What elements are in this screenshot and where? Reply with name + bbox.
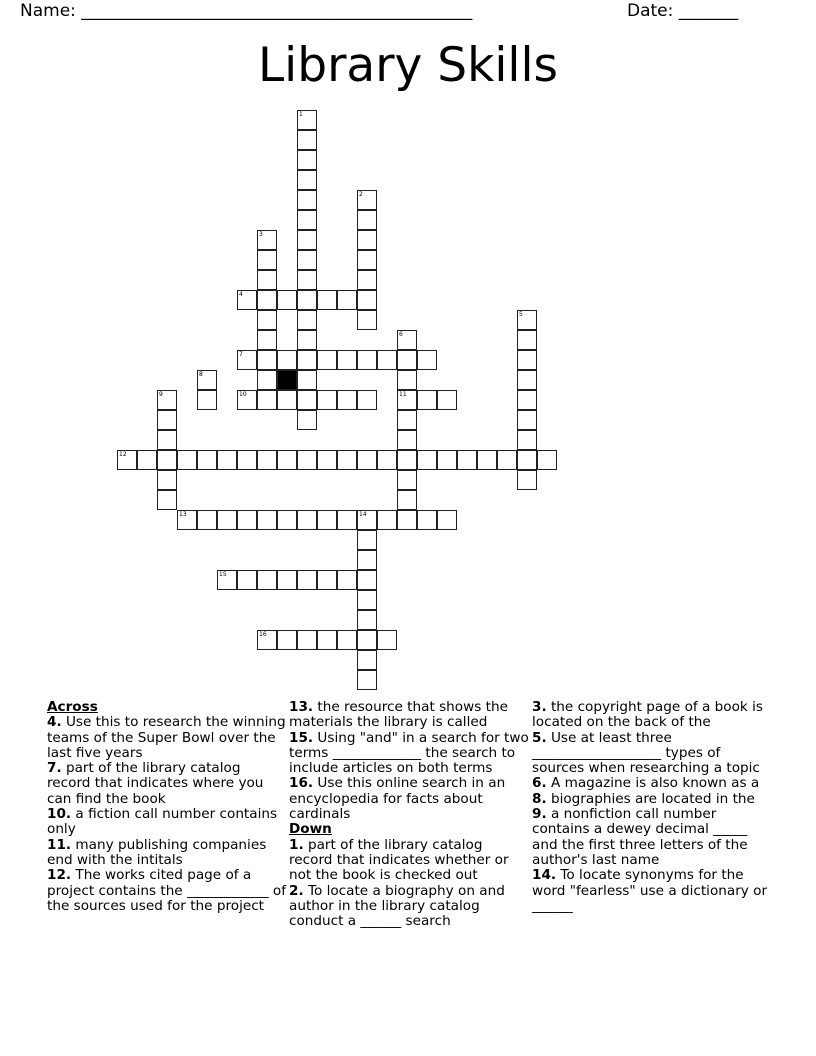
grid-cell[interactable] — [297, 190, 317, 210]
grid-cell[interactable] — [317, 290, 337, 310]
clue-across-13 — [289, 700, 529, 731]
grid-cell[interactable] — [277, 350, 297, 370]
cell-number: 7 — [239, 351, 243, 358]
grid-cell[interactable] — [417, 510, 437, 530]
grid-cell[interactable] — [157, 430, 177, 450]
grid-cell[interactable] — [317, 350, 337, 370]
grid-cell[interactable] — [337, 350, 357, 370]
grid-cell[interactable] — [397, 470, 417, 490]
clues-column-3 — [532, 700, 772, 914]
cell-number: 5 — [519, 311, 523, 318]
grid-cell[interactable] — [297, 110, 317, 130]
grid-cell[interactable] — [377, 450, 397, 470]
clue-down-8 — [532, 792, 772, 807]
grid-cell[interactable] — [317, 450, 337, 470]
grid-cell[interactable] — [357, 570, 377, 590]
cell-number: 13 — [179, 511, 187, 518]
grid-cell[interactable] — [357, 590, 377, 610]
clue-text: the copyright page of a book is located on the back of the — [532, 699, 763, 731]
clue-across-15 — [289, 731, 529, 777]
grid-cell[interactable] — [437, 510, 457, 530]
grid-cell[interactable] — [157, 490, 177, 510]
grid-cell[interactable] — [397, 450, 417, 470]
clue-text: the resource that shows the materials the library is called — [289, 699, 508, 731]
cell-number: 15 — [219, 571, 227, 578]
grid-cell[interactable] — [177, 450, 197, 470]
clue-text: Using "and" in a search for two terms _____________ the search to include articles on both terms — [289, 729, 529, 777]
grid-cell[interactable] — [357, 670, 377, 690]
clue-down-6 — [532, 776, 772, 791]
grid-cell[interactable] — [157, 390, 177, 410]
grid-cell[interactable] — [257, 310, 277, 330]
page-title: Library Skills — [258, 38, 558, 93]
grid-cell[interactable] — [357, 610, 377, 630]
clue-text: a nonfiction call number contains a dewey decimal _____ and the first three letters of the author's last name — [532, 806, 748, 868]
clue-text: Use this to research the winning teams of the Super Bowl over the last five years — [47, 714, 286, 761]
clue-text: many publishing companies end with the intitals — [47, 836, 267, 868]
grid-cell[interactable] — [357, 530, 377, 550]
grid-cell[interactable] — [357, 510, 377, 530]
clue-number: 3. — [532, 699, 547, 715]
grid-cell[interactable] — [397, 330, 417, 350]
grid-cell[interactable] — [237, 450, 257, 470]
grid-cell[interactable] — [237, 570, 257, 590]
grid-cell[interactable] — [457, 450, 477, 470]
grid-cell[interactable] — [337, 450, 357, 470]
grid-cell[interactable] — [157, 410, 177, 430]
grid-cell[interactable] — [357, 650, 377, 670]
grid-cell[interactable] — [357, 550, 377, 570]
grid-cell[interactable] — [237, 350, 257, 370]
clue-number: 10. — [47, 806, 72, 823]
grid-cell[interactable] — [397, 510, 417, 530]
grid-cell[interactable] — [537, 450, 557, 470]
grid-cell[interactable] — [337, 390, 357, 410]
grid-cell[interactable] — [417, 450, 437, 470]
grid-cell[interactable] — [277, 510, 297, 530]
grid-cell[interactable] — [197, 370, 217, 390]
grid-cell[interactable] — [357, 310, 377, 330]
cell-number: 12 — [119, 451, 127, 458]
clue-number: 8. — [532, 790, 547, 807]
grid-cell[interactable] — [257, 270, 277, 290]
grid-cell[interactable] — [297, 270, 317, 290]
clue-text: a fiction call number contains only — [47, 806, 278, 838]
grid-cell[interactable] — [297, 150, 317, 170]
grid-cell[interactable] — [297, 170, 317, 190]
grid-cell[interactable] — [277, 290, 297, 310]
grid-cell[interactable] — [297, 410, 317, 430]
grid-cell[interactable] — [317, 570, 337, 590]
grid-cell[interactable] — [517, 390, 537, 410]
grid-cell[interactable] — [257, 570, 277, 590]
grid-cell[interactable] — [517, 410, 537, 430]
grid-cell[interactable] — [237, 290, 257, 310]
down-heading: Down — [289, 821, 332, 838]
grid-cell[interactable] — [317, 510, 337, 530]
grid-cell[interactable] — [197, 450, 217, 470]
grid-cell[interactable] — [477, 450, 497, 470]
clue-across-12 — [47, 868, 287, 914]
clue-down-3 — [532, 700, 772, 731]
grid-cell[interactable] — [297, 210, 317, 230]
clue-across-11 — [47, 838, 287, 869]
grid-cell[interactable] — [497, 450, 517, 470]
clue-across-10 — [47, 807, 287, 838]
clue-number: 7. — [47, 760, 62, 777]
cell-number: 2 — [359, 191, 363, 198]
grid-cell[interactable] — [257, 350, 277, 370]
grid-cell[interactable] — [377, 350, 397, 370]
grid-cell[interactable] — [417, 390, 437, 410]
clue-text: To locate synonyms for the word "fearless" use a dictionary or ______ — [532, 867, 768, 914]
grid-cell[interactable] — [157, 470, 177, 490]
grid-cell[interactable] — [397, 350, 417, 370]
grid-cell[interactable] — [297, 570, 317, 590]
grid-cell[interactable] — [437, 450, 457, 470]
clues-column-1 — [47, 700, 287, 914]
grid-cell[interactable] — [297, 510, 317, 530]
clue-text: biographies are located in the — [550, 790, 755, 807]
clue-down-1 — [289, 838, 529, 884]
grid-cell[interactable] — [377, 510, 397, 530]
grid-cell[interactable] — [517, 430, 537, 450]
grid-cell[interactable] — [517, 450, 537, 470]
grid-cell[interactable] — [257, 290, 277, 310]
grid-cell[interactable] — [217, 450, 237, 470]
clue-number: 16. — [289, 775, 314, 792]
grid-cell[interactable] — [297, 390, 317, 410]
grid-cell[interactable] — [297, 630, 317, 650]
grid-cell[interactable] — [397, 390, 417, 410]
across-heading: Across — [47, 699, 98, 715]
clue-number: 6. — [532, 775, 547, 792]
clue-down-14 — [532, 868, 772, 914]
clue-text: Use this online search in an encyclopedia for facts about cardinals — [289, 775, 506, 823]
grid-cell[interactable] — [317, 630, 337, 650]
clue-text: part of the library catalog record that indicates whether or not the book is checked out — [289, 836, 509, 884]
grid-cell[interactable] — [297, 330, 317, 350]
clue-text: To locate a biography on and author in the library catalog conduct a ______ search — [289, 882, 505, 930]
cell-number: 11 — [399, 391, 407, 398]
grid-cell[interactable] — [257, 250, 277, 270]
grid-cell[interactable] — [297, 310, 317, 330]
clue-across-4 — [47, 715, 287, 761]
clue-across-16 — [289, 776, 529, 822]
grid-cell[interactable] — [397, 490, 417, 510]
grid-cell[interactable] — [197, 510, 217, 530]
grid-cell[interactable] — [377, 630, 397, 650]
grid-cell[interactable] — [517, 330, 537, 350]
cell-number: 10 — [239, 391, 247, 398]
grid-cell[interactable] — [257, 630, 277, 650]
grid-cell[interactable] — [337, 570, 357, 590]
grid-cell[interactable] — [237, 390, 257, 410]
grid-cell[interactable] — [277, 390, 297, 410]
cell-number: 14 — [359, 511, 367, 518]
grid-cell[interactable] — [337, 290, 357, 310]
grid-cell[interactable] — [257, 370, 277, 390]
name-field[interactable]: Name: ______________________________________________ — [20, 1, 473, 21]
grid-cell[interactable] — [357, 230, 377, 250]
clue-text: A magazine is also known as a — [550, 775, 760, 792]
cell-number: 3 — [259, 231, 263, 238]
clue-number: 11. — [47, 836, 72, 853]
grid-cell[interactable] — [357, 450, 377, 470]
grid-cell[interactable] — [197, 390, 217, 410]
grid-cell[interactable] — [437, 390, 457, 410]
grid-cell[interactable] — [517, 350, 537, 370]
clue-number: 5. — [532, 729, 547, 746]
grid-cell[interactable] — [257, 510, 277, 530]
grid-cell[interactable] — [297, 230, 317, 250]
grid-cell[interactable] — [357, 270, 377, 290]
grid-cell[interactable] — [517, 470, 537, 490]
grid-cell[interactable] — [117, 450, 137, 470]
grid-cell[interactable] — [357, 250, 377, 270]
grid-cell[interactable] — [177, 510, 197, 530]
grid-cell[interactable] — [357, 630, 377, 650]
clue-number: 12. — [47, 867, 72, 884]
cell-number: 16 — [259, 631, 267, 638]
grid-cell[interactable] — [297, 450, 317, 470]
grid-cell[interactable] — [337, 510, 357, 530]
grid-cell[interactable] — [277, 630, 297, 650]
clue-number: 9. — [532, 806, 547, 823]
black-square — [277, 370, 297, 390]
grid-cell[interactable] — [257, 450, 277, 470]
grid-cell[interactable] — [277, 570, 297, 590]
grid-cell[interactable] — [257, 390, 277, 410]
grid-cell[interactable] — [297, 290, 317, 310]
grid-cell[interactable] — [357, 290, 377, 310]
grid-cell[interactable] — [517, 310, 537, 330]
grid-cell[interactable] — [357, 190, 377, 210]
cell-number: 4 — [239, 291, 243, 298]
clue-number: 1. — [289, 836, 304, 853]
grid-cell[interactable] — [297, 350, 317, 370]
clue-number: 4. — [47, 714, 62, 731]
grid-cell[interactable] — [277, 450, 297, 470]
grid-cell[interactable] — [317, 390, 337, 410]
clue-number: 2. — [289, 882, 304, 899]
grid-cell[interactable] — [217, 570, 237, 590]
grid-cell[interactable] — [137, 450, 157, 470]
grid-cell[interactable] — [397, 410, 417, 430]
grid-cell[interactable] — [157, 450, 177, 470]
grid-cell[interactable] — [517, 370, 537, 390]
clue-down-2 — [289, 884, 529, 930]
grid-cell[interactable] — [397, 370, 417, 390]
grid-cell[interactable] — [337, 630, 357, 650]
clue-number: 13. — [289, 699, 314, 715]
grid-cell[interactable] — [357, 210, 377, 230]
clue-text: The works cited page of a project contains the ____________ of the sources used for the project — [47, 867, 286, 914]
cell-number: 6 — [399, 331, 403, 338]
cell-number: 1 — [299, 111, 303, 118]
grid-cell[interactable] — [257, 230, 277, 250]
grid-cell[interactable] — [357, 390, 377, 410]
clues-column-2 — [289, 700, 529, 929]
clue-down-9 — [532, 807, 772, 868]
grid-cell[interactable] — [217, 510, 237, 530]
clue-text: Use at least three ___________________ types of sources when researching a topic — [532, 729, 760, 777]
cell-number: 9 — [159, 391, 163, 398]
grid-cell[interactable] — [297, 250, 317, 270]
clue-number: 14. — [532, 867, 557, 884]
clue-down-5 — [532, 731, 772, 777]
grid-cell[interactable] — [237, 510, 257, 530]
cell-number: 8 — [199, 371, 203, 378]
grid-cell[interactable] — [397, 430, 417, 450]
grid-cell[interactable] — [357, 350, 377, 370]
grid-cell[interactable] — [297, 130, 317, 150]
clue-number: 15. — [289, 729, 314, 746]
clue-text: part of the library catalog record that indicates where you can find the book — [47, 760, 264, 807]
clue-across-7 — [47, 761, 287, 807]
grid-cell[interactable] — [297, 370, 317, 390]
date-field[interactable]: Date: _______ — [627, 1, 739, 21]
grid-cell[interactable] — [417, 350, 437, 370]
grid-cell[interactable] — [257, 330, 277, 350]
